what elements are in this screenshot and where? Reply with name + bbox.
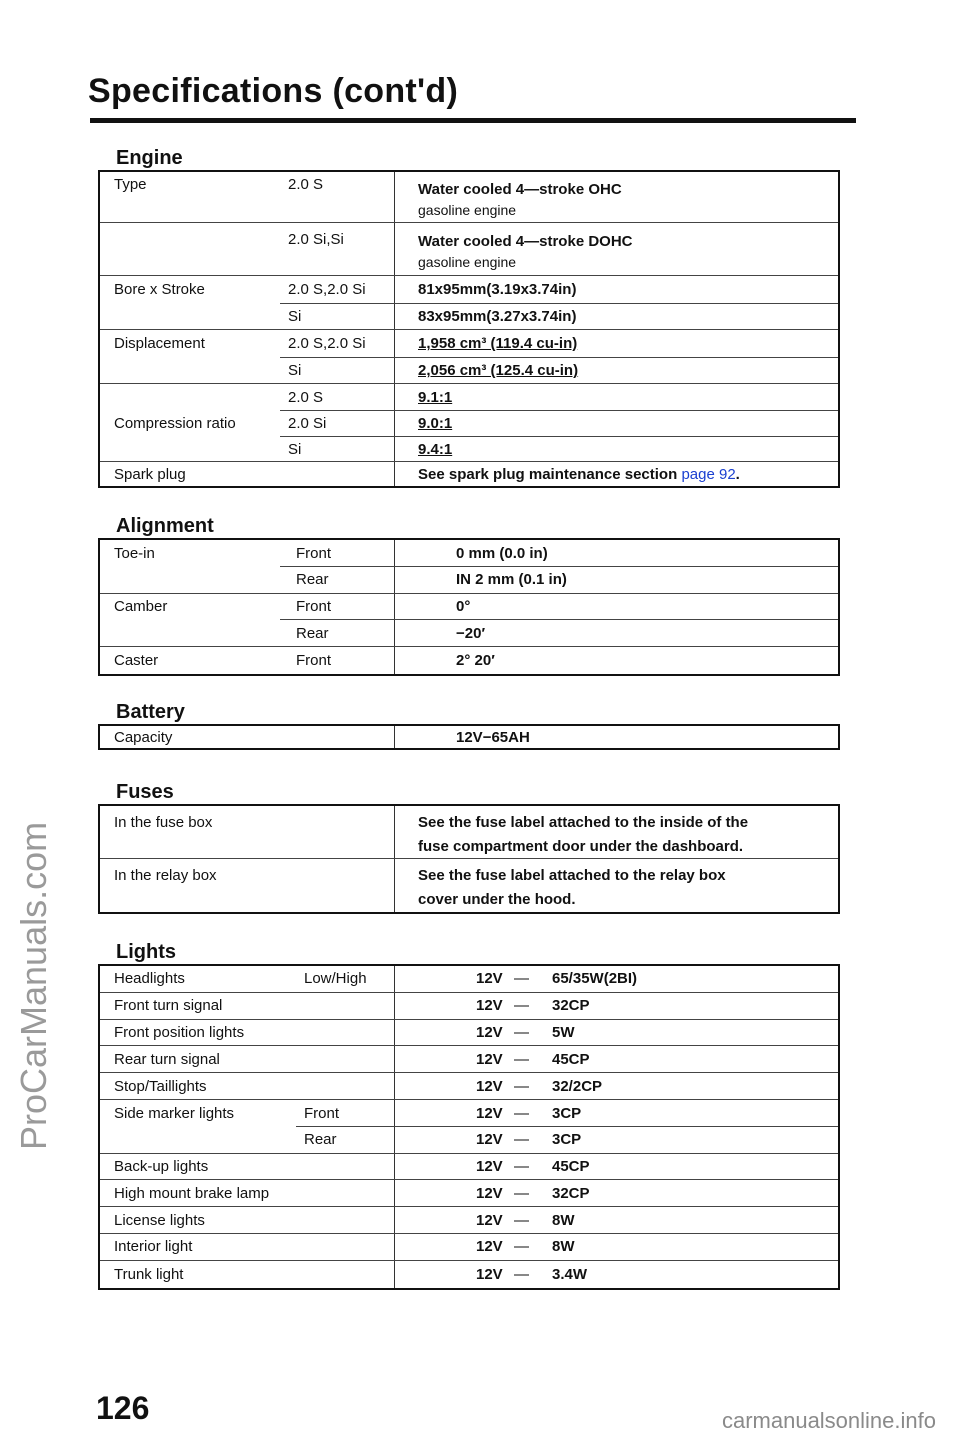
lights-voltage: 12V: [476, 1131, 503, 1149]
lights-row: [100, 1020, 838, 1047]
lights-value: 45CP: [552, 1157, 590, 1175]
engine-compression-value-2: 9.0:1: [418, 414, 453, 432]
lights-dash: —: [514, 1104, 529, 1122]
watermark: ProCarManuals.com: [13, 821, 54, 1150]
lights-voltage: 12V: [476, 1104, 503, 1122]
lights-row: [100, 966, 838, 993]
lights-voltage: 12V: [476, 1265, 503, 1283]
engine-compression-value-3: 9.4:1: [418, 440, 453, 458]
lights-value: 3CP: [552, 1131, 582, 1149]
lights-dash: —: [514, 970, 529, 988]
lights-dash: —: [514, 1211, 529, 1229]
fuses-relaybox-label: In the relay box: [114, 866, 217, 884]
fuses-table: [98, 804, 840, 914]
lights-value: 32CP: [552, 1184, 590, 1202]
title-rule: [90, 118, 856, 123]
lights-position: Front: [304, 1104, 340, 1122]
alignment-value: 2° 20′: [456, 652, 495, 670]
battery-value: 12V−65AH: [456, 728, 530, 746]
fuses-fusebox-value-1: See the fuse label attached to the inside of the: [418, 813, 749, 831]
lights-label: License lights: [114, 1211, 205, 1229]
footer-url: carmanualsonline.info: [721, 1408, 936, 1433]
lights-position: Low/High: [304, 970, 367, 988]
lights-dash: —: [514, 1238, 529, 1256]
lights-value: 8W: [552, 1238, 575, 1256]
lights-voltage: 12V: [476, 1077, 503, 1095]
lights-voltage: 12V: [476, 1050, 503, 1068]
lights-row: [100, 1100, 838, 1127]
fuses-heading: Fuses: [116, 781, 174, 803]
lights-table: [98, 964, 840, 1290]
engine-type-desc-1a: Water cooled 4—stroke OHC: [418, 180, 622, 198]
engine-table: [98, 170, 840, 488]
engine-displacement-variant-1: 2.0 S,2.0 Si: [288, 335, 366, 352]
lights-dash: —: [514, 1265, 529, 1283]
lights-dash: —: [514, 1184, 529, 1202]
alignment-section: [98, 514, 840, 676]
lights-row: [100, 1073, 838, 1100]
lights-voltage: 12V: [476, 1211, 503, 1229]
lights-dash: —: [514, 1077, 529, 1095]
lights-value: 65/35W(2BI): [552, 970, 638, 988]
spark-plug-page-link[interactable]: page 92: [681, 465, 736, 483]
alignment-position: Front: [296, 652, 332, 670]
alignment-value: IN 2 mm (0.1 in): [456, 571, 567, 589]
page-number: 126: [96, 1390, 150, 1426]
lights-heading: Lights: [116, 941, 176, 963]
engine-type-variant-2: 2.0 Si,Si: [288, 230, 344, 248]
engine-displacement-row: [100, 330, 838, 384]
lights-voltage: 12V: [476, 970, 503, 988]
lights-row: [100, 1046, 838, 1073]
engine-bore-label: Bore x Stroke: [114, 281, 205, 298]
fuses-row-relaybox: [100, 859, 838, 912]
alignment-table: [98, 538, 840, 676]
lights-label: Trunk light: [114, 1265, 184, 1283]
alignment-value: −20′: [456, 624, 486, 642]
engine-displacement-value-1: 1,958 cm³ (119.4 cu-in): [418, 335, 578, 352]
lights-label: Front turn signal: [114, 997, 223, 1015]
lights-voltage: 12V: [476, 1184, 503, 1202]
lights-label: Stop/Taillights: [114, 1077, 207, 1095]
engine-bore-variant-2: Si: [288, 308, 302, 325]
engine-heading: Engine: [116, 147, 183, 169]
alignment-heading: Alignment: [116, 515, 214, 537]
engine-compression-variant-2: 2.0 Si: [288, 414, 327, 432]
engine-bore-row: [100, 276, 838, 330]
lights-row: [100, 1207, 838, 1234]
engine-bore-value-2: 83x95mm(3.27x3.74in): [418, 308, 577, 325]
battery-label: Capacity: [114, 728, 173, 746]
fuses-relaybox-value-1: See the fuse label attached to the relay box: [418, 866, 726, 884]
alignment-label: Toe-in: [114, 544, 155, 562]
fuses-section: [98, 780, 840, 914]
lights-dash: —: [514, 1023, 529, 1041]
engine-type-variant-1: 2.0 S: [288, 175, 324, 193]
engine-type-desc-2a: Water cooled 4—stroke DOHC: [418, 232, 633, 250]
lights-dash: —: [514, 1157, 529, 1175]
alignment-row: [100, 567, 838, 594]
engine-compression-row: [100, 384, 838, 462]
lights-section: [98, 940, 840, 1290]
engine-spark-label: Spark plug: [114, 465, 186, 483]
engine-compression-label: Compression ratio: [114, 414, 236, 432]
lights-dash: —: [514, 997, 529, 1015]
page-title: Specifications (cont'd): [88, 72, 459, 110]
lights-row: [100, 1261, 838, 1288]
alignment-row: [100, 540, 838, 567]
fuses-relaybox-value-2: cover under the hood.: [418, 890, 576, 908]
alignment-row: [100, 594, 838, 621]
lights-dash: —: [514, 1050, 529, 1068]
lights-row: [100, 1127, 838, 1154]
lights-voltage: 12V: [476, 1238, 503, 1256]
engine-spark-text: See spark plug maintenance section: [418, 465, 678, 483]
lights-row: [100, 993, 838, 1020]
battery-table: [98, 724, 840, 750]
alignment-position: Front: [296, 544, 332, 562]
alignment-label: Caster: [114, 652, 159, 670]
lights-label: Front position lights: [114, 1023, 245, 1041]
lights-label: Side marker lights: [114, 1104, 235, 1122]
lights-voltage: 12V: [476, 1157, 503, 1175]
lights-value: 32/2CP: [552, 1077, 603, 1095]
fuses-fusebox-label: In the fuse box: [114, 813, 213, 831]
alignment-row: [100, 647, 838, 674]
engine-type-desc-1b: gasoline engine: [418, 202, 517, 218]
lights-label: Headlights: [114, 970, 185, 988]
fuses-fusebox-value-2: fuse compartment door under the dashboard.: [418, 837, 744, 855]
alignment-position: Front: [296, 598, 332, 616]
engine-compression-variant-3: Si: [288, 440, 302, 458]
engine-spark-row: [100, 462, 838, 486]
lights-value: 32CP: [552, 997, 590, 1015]
engine-spark-value: [418, 462, 740, 486]
lights-value: 8W: [552, 1211, 575, 1229]
lights-dash: —: [514, 1131, 529, 1149]
engine-compression-variant-1: 2.0 S: [288, 388, 324, 406]
engine-bore-value-1: 81x95mm(3.19x3.74in): [418, 281, 577, 298]
lights-value: 3CP: [552, 1104, 582, 1122]
lights-label: High mount brake lamp: [114, 1184, 270, 1202]
battery-heading: Battery: [116, 701, 185, 723]
engine-displacement-label: Displacement: [114, 335, 205, 352]
lights-value: 5W: [552, 1023, 575, 1041]
engine-section: [98, 146, 840, 488]
alignment-position: Rear: [296, 624, 329, 642]
engine-bore-variant-1: 2.0 S,2.0 Si: [288, 281, 366, 298]
lights-row: [100, 1234, 838, 1261]
alignment-label: Camber: [114, 598, 168, 616]
lights-label: Rear turn signal: [114, 1050, 220, 1068]
alignment-position: Rear: [296, 571, 329, 589]
lights-value: 3.4W: [552, 1265, 588, 1283]
fuses-row-fusebox: [100, 806, 838, 859]
engine-type-desc-2b: gasoline engine: [418, 254, 517, 270]
engine-spark-end: .: [735, 465, 740, 483]
lights-value: 45CP: [552, 1050, 590, 1068]
alignment-value: 0 mm (0.0 in): [456, 544, 548, 562]
lights-row: [100, 1154, 838, 1181]
alignment-value: 0°: [456, 598, 471, 616]
engine-displacement-value-2: 2,056 cm³ (125.4 cu-in): [418, 362, 579, 379]
alignment-row: [100, 620, 838, 647]
lights-position: Rear: [304, 1131, 337, 1149]
battery-row: [100, 726, 838, 748]
engine-compression-value-1: 9.1:1: [418, 388, 453, 406]
engine-type-label: Type: [114, 175, 147, 193]
battery-section: [98, 700, 840, 750]
lights-voltage: 12V: [476, 997, 503, 1015]
lights-row: [100, 1180, 838, 1207]
lights-label: Back-up lights: [114, 1157, 209, 1175]
lights-label: Interior light: [114, 1238, 193, 1256]
lights-voltage: 12V: [476, 1023, 503, 1041]
engine-displacement-variant-2: Si: [288, 362, 302, 379]
engine-type-row: [100, 172, 838, 276]
